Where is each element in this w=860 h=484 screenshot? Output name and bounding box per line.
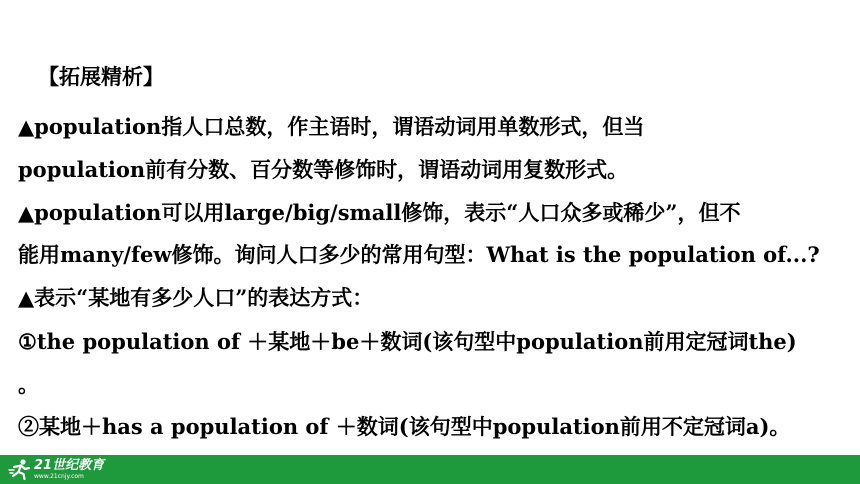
text-line-2: population前有分数、百分数等修饰时，谓语动词用复数形式。 — [18, 157, 629, 182]
text-line-7: 。 — [18, 372, 39, 397]
text-line-4: 能用many/few修饰。询问人口多少的常用句型：What is the population of...? — [18, 242, 820, 267]
text-line-1: ▲population指人口总数，作主语时，谓语动词用单数形式，但当 — [18, 114, 645, 139]
text-line-3: ▲population可以用large/big/small修饰，表示“人口众多或稀少”，但不 — [18, 200, 741, 225]
logo-text: 21世纪教育 — [34, 458, 105, 473]
footer-bar — [0, 455, 860, 484]
text-line-8: ②某地＋has a population of ＋数词(该句型中population前用不定冠词a)。 — [18, 414, 791, 439]
logo-url: www.21cnjy.com — [34, 473, 84, 480]
section-heading: 【拓展精析】 — [38, 64, 164, 89]
runner-logo-icon — [8, 458, 32, 481]
brand-logo — [8, 458, 118, 481]
text-line-5: ▲表示“某地有多少人口”的表达方式： — [18, 285, 374, 310]
text-line-6: ①the population of ＋某地＋be＋数词(该句型中population前用定冠词the) — [18, 329, 797, 354]
